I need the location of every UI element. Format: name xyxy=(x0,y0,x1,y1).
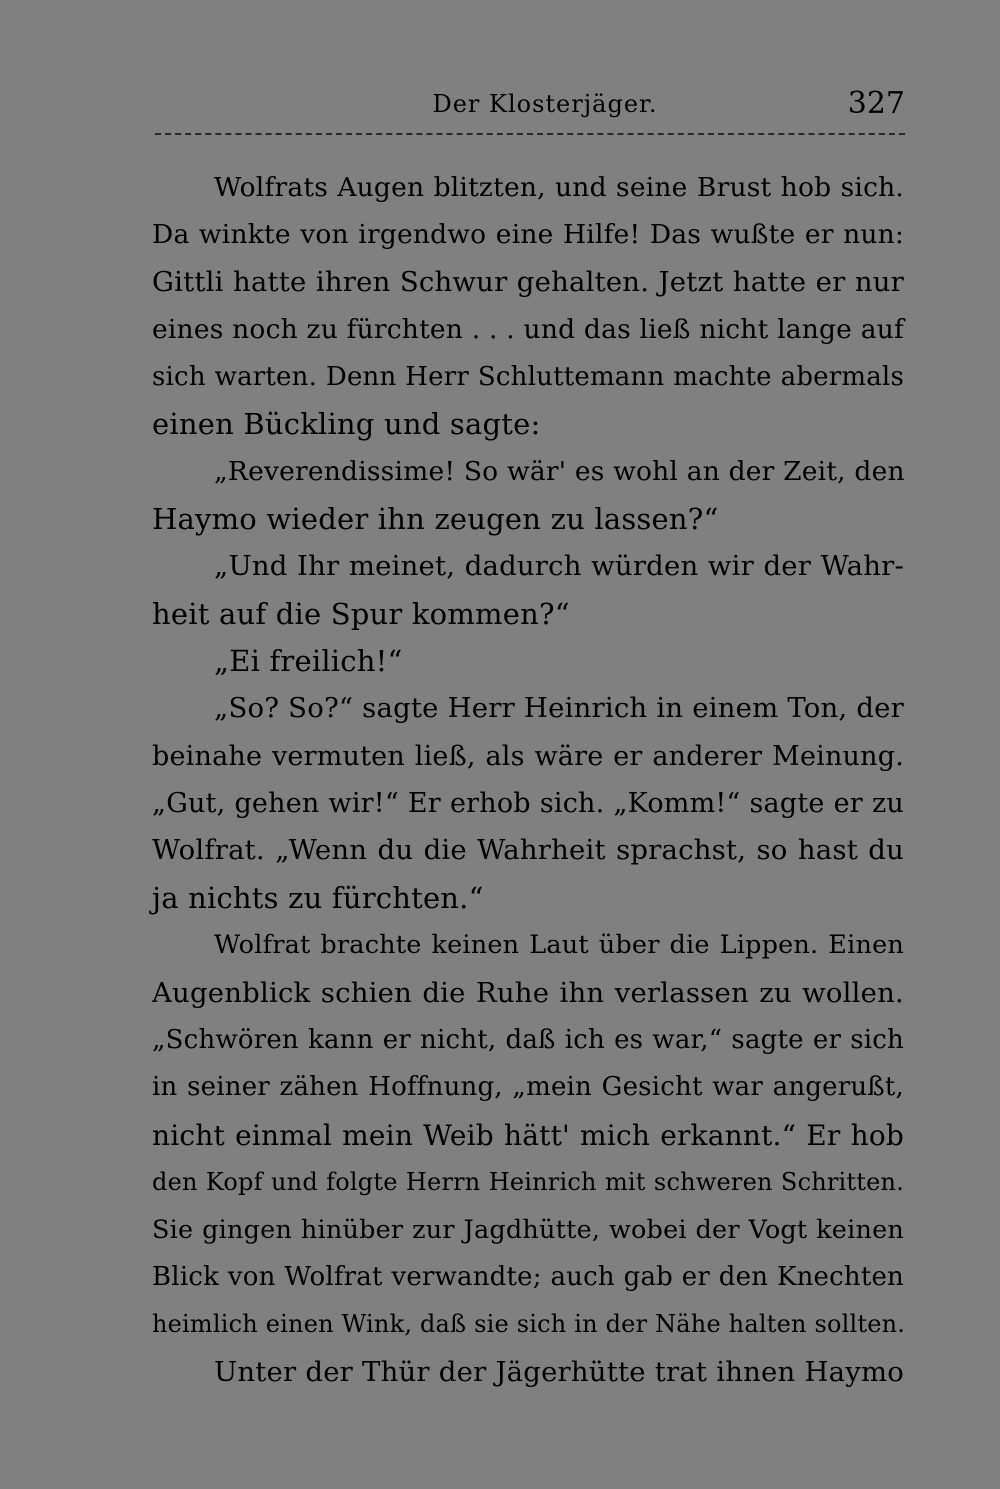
text-line: Wolfrat brachte keinen Laut über die Lippen. Einen xyxy=(214,930,904,961)
text-line: den Kopf und folgte Herrn Heinrich mit schweren Schritten. xyxy=(152,1168,904,1197)
text-line: „Schwören kann er nicht, daß ich es war,“ sagte er sich xyxy=(152,1025,904,1056)
page-header xyxy=(155,84,905,124)
text-line: Blick von Wolfrat verwandte; auch gab er den Knechten xyxy=(152,1261,904,1292)
page-number: 327 xyxy=(847,86,905,121)
text-line: heit auf die Spur kommen?“ xyxy=(152,596,570,631)
text-line: heimlich einen Wink, daß sie sich in der Nähe halten sollten. xyxy=(152,1310,906,1339)
running-title: Der Klosterjäger. xyxy=(432,90,658,118)
text-line: einen Bückling und sagte: xyxy=(152,406,541,441)
text-line: in seiner zähen Hoffnung, „mein Gesicht war angerußt, xyxy=(152,1072,904,1103)
text-line: Wolfrats Augen blitzten, und seine Brust hob sich. xyxy=(214,172,904,203)
header-rule xyxy=(155,133,905,135)
text-line: Da winkte von irgendwo eine Hilfe! Das wußte er nun: xyxy=(152,219,904,251)
text-line: „Reverendissime! So wär' es wohl an der Zeit, den xyxy=(214,456,905,488)
text-line: Gittli hatte ihren Schwur gehalten. Jetzt hatte er nur xyxy=(152,265,904,298)
text-line: Sie gingen hinüber zur Jagdhütte, wobei der Vogt keinen xyxy=(152,1214,904,1245)
text-line: „Und Ihr meinet, dadurch würden wir der Wahr- xyxy=(214,550,904,583)
body-text xyxy=(152,164,904,1396)
text-line: sich warten. Denn Herr Schluttemann machte abermals xyxy=(152,361,904,392)
text-line: „Ei freilich!“ xyxy=(214,643,403,678)
text-line: beinahe vermuten ließ, als wäre er anderer Meinung. xyxy=(152,740,904,772)
text-line: Unter der Thür der Jägerhütte trat ihnen Haymo xyxy=(214,1355,904,1388)
text-line: nicht einmal mein Weib hätt' mich erkannt.“ Er hob xyxy=(152,1118,904,1152)
text-line: ja nichts zu fürchten.“ xyxy=(152,880,484,915)
text-line: „So? So?“ sagte Herr Heinrich in einem Ton, der xyxy=(214,692,904,725)
text-line: Haymo wieder ihn zeugen zu lassen?“ xyxy=(152,501,719,536)
text-line: Wolfrat. „Wenn du die Wahrheit sprachst, so hast du xyxy=(152,834,904,867)
text-line: eines noch zu fürchten . . . und das ließ nicht lange auf xyxy=(152,314,904,346)
text-line: „Gut, gehen wir!“ Er erhob sich. „Komm!“ sagte er zu xyxy=(152,788,904,820)
text-line: Augenblick schien die Ruhe ihn verlassen zu wollen. xyxy=(152,976,904,1009)
